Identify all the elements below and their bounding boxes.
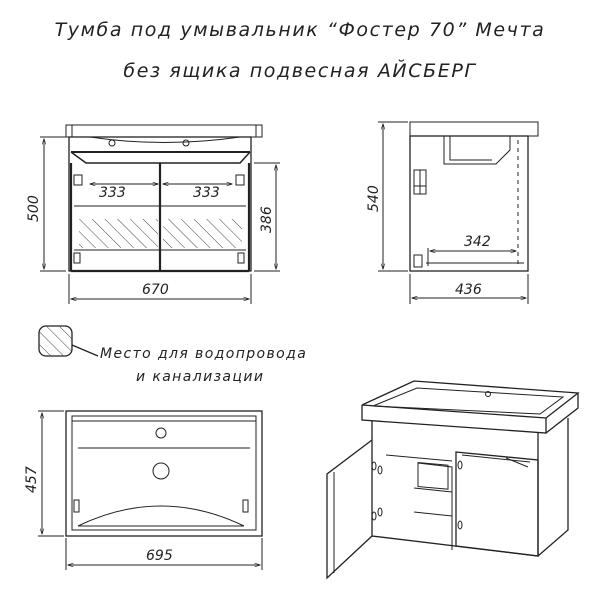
isometric-view [327, 381, 578, 578]
drawing-title-line2: без ящика подвесная АЙСБЕРГ [123, 60, 477, 82]
legend-symbol [39, 326, 98, 356]
side-inner-depth-dim: 342 [464, 234, 491, 250]
front-height-dim: 500 [26, 195, 42, 222]
top-depth-dim: 457 [24, 466, 40, 493]
legend-text-line2: и канализации [136, 369, 265, 385]
front-inner-height-dim: 386 [259, 206, 275, 233]
front-inner-left-dim: 333 [99, 185, 126, 201]
side-view [378, 122, 538, 304]
front-width-dim: 670 [142, 282, 169, 298]
front-view [40, 125, 280, 304]
side-height-dim: 540 [366, 185, 382, 212]
drawing-title-line1: Тумба под умывальник “Фостер 70” Мечта [54, 19, 546, 41]
side-depth-dim: 436 [455, 282, 482, 298]
top-width-dim: 695 [146, 548, 173, 564]
legend-text-line1: Место для водопровода [100, 346, 308, 362]
front-inner-right-dim: 333 [193, 185, 220, 201]
top-view [38, 411, 262, 570]
